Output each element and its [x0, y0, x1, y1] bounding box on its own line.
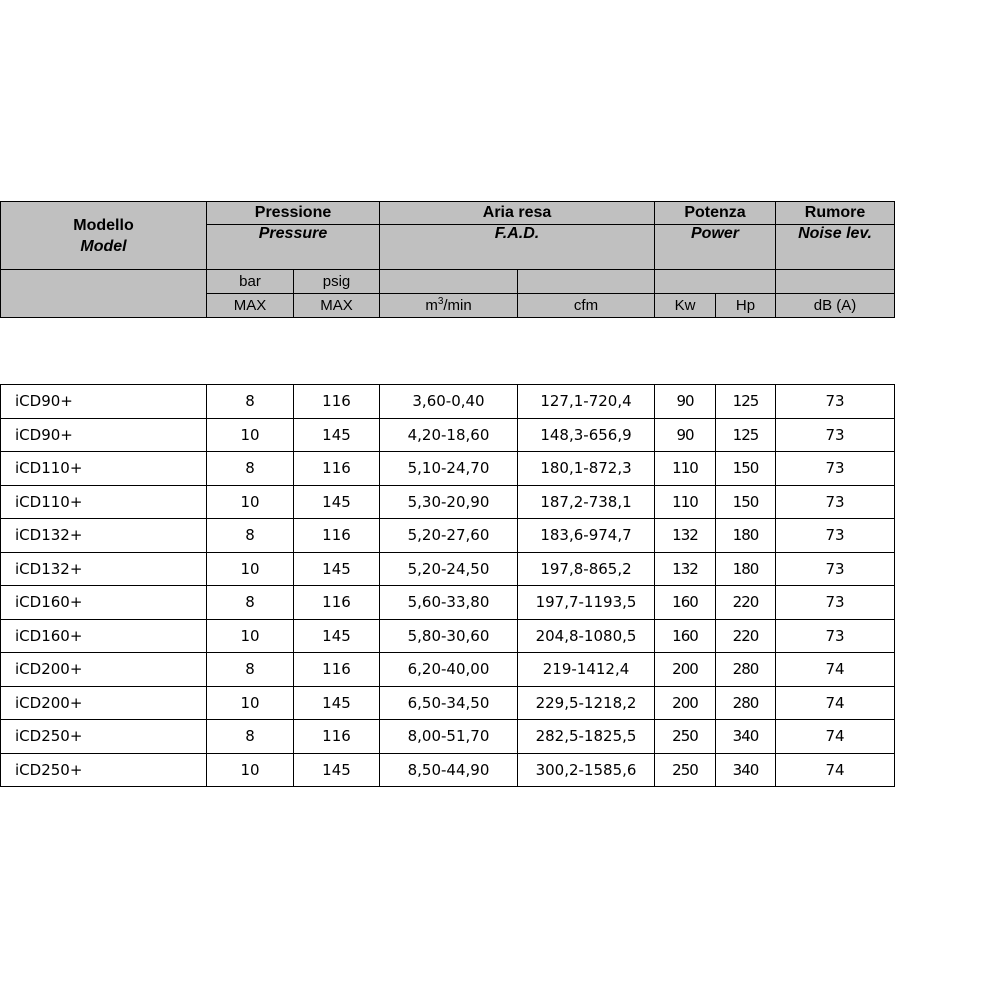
- cell-model: iCD110+: [1, 485, 207, 519]
- cell-psig: 145: [294, 418, 380, 452]
- cell-hp: 220: [716, 586, 776, 620]
- cell-kw: 250: [655, 720, 716, 754]
- cell-bar: 8: [207, 519, 294, 553]
- cell-hp: 125: [716, 385, 776, 419]
- header-noise-it: Rumore: [776, 202, 895, 225]
- header-pressure-it: Pressione: [207, 202, 380, 225]
- cell-psig: 145: [294, 686, 380, 720]
- cell-bar: 8: [207, 653, 294, 687]
- cell-m3min: 6,50-34,50: [380, 686, 518, 720]
- cell-cfm: 148,3-656,9: [518, 418, 655, 452]
- cell-db: 74: [776, 686, 895, 720]
- cell-bar: 8: [207, 452, 294, 486]
- cell-bar: 10: [207, 418, 294, 452]
- cell-model: iCD200+: [1, 653, 207, 687]
- cell-psig: 145: [294, 552, 380, 586]
- cell-cfm: 229,5-1218,2: [518, 686, 655, 720]
- header-model-en: Model: [80, 237, 127, 255]
- header-unit-bar: bar: [207, 270, 294, 294]
- cell-hp: 220: [716, 619, 776, 653]
- cell-model: iCD200+: [1, 686, 207, 720]
- cell-bar: 8: [207, 385, 294, 419]
- cell-model: iCD90+: [1, 385, 207, 419]
- cell-bar: 10: [207, 686, 294, 720]
- cell-hp: 280: [716, 686, 776, 720]
- header-model-blank: [1, 270, 207, 318]
- cell-bar: 10: [207, 619, 294, 653]
- header-blank-power: [655, 270, 776, 294]
- cell-m3min: 6,20-40,00: [380, 653, 518, 687]
- table-row: [1, 418, 895, 452]
- header-max-psig: MAX: [294, 294, 380, 318]
- spec-table-header: [0, 201, 895, 318]
- table-row: [1, 619, 895, 653]
- header-blank-m3: [380, 270, 518, 294]
- cell-cfm: 300,2-1585,6: [518, 753, 655, 787]
- table-row: [1, 653, 895, 687]
- header-model: [1, 202, 207, 270]
- header-max-bar: MAX: [207, 294, 294, 318]
- cell-m3min: 5,20-27,60: [380, 519, 518, 553]
- cell-psig: 145: [294, 619, 380, 653]
- cell-kw: 160: [655, 619, 716, 653]
- cell-model: iCD160+: [1, 619, 207, 653]
- cell-kw: 200: [655, 686, 716, 720]
- table-row: [1, 753, 895, 787]
- cell-hp: 340: [716, 753, 776, 787]
- header-blank-noise: [776, 270, 895, 294]
- header-fad-it: Aria resa: [380, 202, 655, 225]
- cell-hp: 180: [716, 552, 776, 586]
- cell-model: iCD160+: [1, 586, 207, 620]
- cell-m3min: 3,60-0,40: [380, 385, 518, 419]
- cell-kw: 132: [655, 552, 716, 586]
- header-blank-cfm: [518, 270, 655, 294]
- cell-psig: 116: [294, 653, 380, 687]
- cell-psig: 145: [294, 753, 380, 787]
- cell-m3min: 5,20-24,50: [380, 552, 518, 586]
- cell-psig: 116: [294, 452, 380, 486]
- cell-db: 73: [776, 385, 895, 419]
- header-unit-kw: Kw: [655, 294, 716, 318]
- header-power-it: Potenza: [655, 202, 776, 225]
- cell-model: iCD250+: [1, 753, 207, 787]
- cell-db: 73: [776, 452, 895, 486]
- header-noise-en: Noise lev.: [776, 225, 895, 270]
- cell-db: 73: [776, 552, 895, 586]
- cell-psig: 116: [294, 385, 380, 419]
- header-pressure-en: Pressure: [207, 225, 380, 270]
- cell-db: 74: [776, 653, 895, 687]
- cell-cfm: 219-1412,4: [518, 653, 655, 687]
- cell-bar: 10: [207, 485, 294, 519]
- cell-psig: 116: [294, 519, 380, 553]
- cell-db: 73: [776, 586, 895, 620]
- cell-cfm: 183,6-974,7: [518, 519, 655, 553]
- cell-kw: 110: [655, 452, 716, 486]
- unit-m3-suffix: /min: [443, 296, 472, 314]
- cell-model: iCD132+: [1, 552, 207, 586]
- header-unit-psig: psig: [294, 270, 380, 294]
- cell-cfm: 187,2-738,1: [518, 485, 655, 519]
- table-row: [1, 586, 895, 620]
- cell-m3min: 5,10-24,70: [380, 452, 518, 486]
- cell-kw: 250: [655, 753, 716, 787]
- cell-kw: 132: [655, 519, 716, 553]
- cell-hp: 280: [716, 653, 776, 687]
- header-unit-hp: Hp: [716, 294, 776, 318]
- cell-kw: 90: [655, 418, 716, 452]
- cell-hp: 180: [716, 519, 776, 553]
- cell-model: iCD90+: [1, 418, 207, 452]
- unit-m3-prefix: m: [425, 296, 438, 314]
- cell-m3min: 8,50-44,90: [380, 753, 518, 787]
- table-row: [1, 720, 895, 754]
- cell-psig: 116: [294, 586, 380, 620]
- header-unit-cfm: cfm: [518, 294, 655, 318]
- cell-psig: 145: [294, 485, 380, 519]
- cell-bar: 10: [207, 552, 294, 586]
- header-fad-en: F.A.D.: [380, 225, 655, 270]
- cell-hp: 150: [716, 452, 776, 486]
- cell-m3min: 5,30-20,90: [380, 485, 518, 519]
- cell-model: iCD110+: [1, 452, 207, 486]
- cell-cfm: 282,5-1825,5: [518, 720, 655, 754]
- cell-hp: 125: [716, 418, 776, 452]
- header-model-it: Modello: [73, 216, 134, 234]
- unit-m3-sup: 3: [437, 295, 444, 307]
- cell-model: iCD132+: [1, 519, 207, 553]
- header-unit-m3min: [380, 294, 518, 318]
- cell-kw: 90: [655, 385, 716, 419]
- cell-db: 74: [776, 753, 895, 787]
- cell-hp: 150: [716, 485, 776, 519]
- table-row: [1, 686, 895, 720]
- cell-bar: 10: [207, 753, 294, 787]
- cell-kw: 110: [655, 485, 716, 519]
- cell-kw: 160: [655, 586, 716, 620]
- cell-m3min: 5,80-30,60: [380, 619, 518, 653]
- cell-cfm: 204,8-1080,5: [518, 619, 655, 653]
- cell-cfm: 127,1-720,4: [518, 385, 655, 419]
- cell-psig: 116: [294, 720, 380, 754]
- cell-m3min: 4,20-18,60: [380, 418, 518, 452]
- cell-db: 73: [776, 619, 895, 653]
- cell-db: 73: [776, 519, 895, 553]
- cell-m3min: 8,00-51,70: [380, 720, 518, 754]
- cell-bar: 8: [207, 586, 294, 620]
- header-unit-db: dB (A): [776, 294, 895, 318]
- cell-model: iCD250+: [1, 720, 207, 754]
- cell-m3min: 5,60-33,80: [380, 586, 518, 620]
- cell-cfm: 197,7-1193,5: [518, 586, 655, 620]
- cell-db: 73: [776, 485, 895, 519]
- cell-kw: 200: [655, 653, 716, 687]
- table-row: [1, 519, 895, 553]
- table-row: [1, 552, 895, 586]
- table-row: [1, 452, 895, 486]
- cell-bar: 8: [207, 720, 294, 754]
- header-power-en: Power: [655, 225, 776, 270]
- cell-db: 74: [776, 720, 895, 754]
- table-row: [1, 485, 895, 519]
- cell-cfm: 180,1-872,3: [518, 452, 655, 486]
- table-row: [1, 385, 895, 419]
- cell-hp: 340: [716, 720, 776, 754]
- cell-db: 73: [776, 418, 895, 452]
- cell-cfm: 197,8-865,2: [518, 552, 655, 586]
- spec-table-body: [0, 384, 895, 787]
